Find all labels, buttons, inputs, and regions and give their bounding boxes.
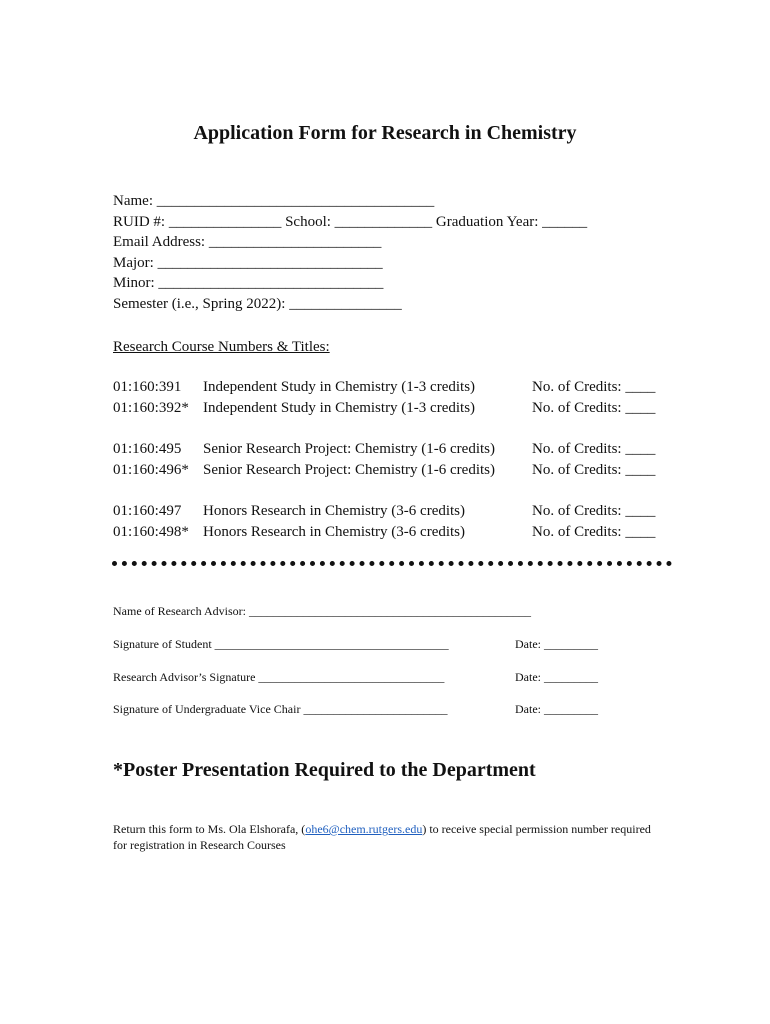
course-title: Senior Research Project: Chemistry (1-6 credits) bbox=[203, 462, 496, 478]
course-number: 01:160:495 bbox=[113, 441, 182, 457]
form-title: Application Form for Research in Chemistry bbox=[193, 122, 577, 144]
course-row bbox=[113, 501, 683, 521]
poster-requirement-note: *Poster Presentation Required to the Department bbox=[113, 759, 536, 781]
credits-field[interactable]: No. of Credits: ____ bbox=[532, 400, 656, 416]
credits-field[interactable]: No. of Credits: ____ bbox=[532, 462, 656, 478]
course-number: 01:160:392* bbox=[113, 400, 189, 416]
advisor-name-field[interactable]: Name of Research Advisor: _______________________________________________ bbox=[113, 604, 531, 618]
return-instructions bbox=[113, 821, 653, 853]
credits-field[interactable]: No. of Credits: ____ bbox=[532, 503, 656, 519]
course-row bbox=[113, 439, 683, 459]
course-row bbox=[113, 460, 683, 480]
return-note-text: ) to receive special permission number required for registration in Research Courses bbox=[113, 822, 651, 852]
email-field[interactable]: Email Address: _______________________ bbox=[113, 234, 382, 250]
course-title: Independent Study in Chemistry (1-3 credits) bbox=[203, 400, 476, 416]
course-title: Honors Research in Chemistry (3-6 credits) bbox=[203, 503, 466, 519]
student-signature-field[interactable]: Signature of Student _______________________________________ bbox=[113, 637, 449, 651]
course-title: Independent Study in Chemistry (1-3 credits) bbox=[203, 379, 476, 395]
contact-email-link[interactable]: ohe6@chem.rutgers.edu bbox=[305, 822, 423, 836]
student-signature-date-field[interactable]: Date: _________ bbox=[515, 637, 598, 651]
advisor-signature-field[interactable]: Research Advisor’s Signature _______________________________ bbox=[113, 670, 445, 684]
dotted-separator bbox=[112, 561, 672, 566]
minor-field[interactable]: Minor: ______________________________ bbox=[113, 275, 384, 291]
course-row bbox=[113, 522, 683, 542]
credits-field[interactable]: No. of Credits: ____ bbox=[532, 379, 656, 395]
course-title: Senior Research Project: Chemistry (1-6 credits) bbox=[203, 441, 496, 457]
return-note-text: Return this form to Ms. Ola Elshorafa, ( bbox=[113, 822, 306, 836]
advisor-signature-date-field[interactable]: Date: _________ bbox=[515, 670, 598, 684]
course-title: Honors Research in Chemistry (3-6 credits) bbox=[203, 524, 466, 540]
credits-field[interactable]: No. of Credits: ____ bbox=[532, 524, 656, 540]
credits-field[interactable]: No. of Credits: ____ bbox=[532, 441, 656, 457]
course-row bbox=[113, 398, 683, 418]
vice-chair-signature-date-field[interactable]: Date: _________ bbox=[515, 702, 598, 716]
course-row bbox=[113, 377, 683, 397]
course-number: 01:160:391 bbox=[113, 379, 182, 395]
vice-chair-signature-field[interactable]: Signature of Undergraduate Vice Chair ________________________ bbox=[113, 702, 448, 716]
ruid-school-graduation-fields[interactable]: RUID #: _______________ School: _____________ Graduation Year: ______ bbox=[113, 214, 588, 230]
major-field[interactable]: Major: ______________________________ bbox=[113, 255, 383, 271]
course-number: 01:160:496* bbox=[113, 462, 189, 478]
course-number: 01:160:498* bbox=[113, 524, 189, 540]
semester-field[interactable]: Semester (i.e., Spring 2022): _______________ bbox=[113, 296, 402, 312]
course-number: 01:160:497 bbox=[113, 503, 182, 519]
name-field[interactable]: Name: _____________________________________ bbox=[113, 193, 435, 209]
courses-heading: Research Course Numbers & Titles: bbox=[113, 339, 330, 355]
